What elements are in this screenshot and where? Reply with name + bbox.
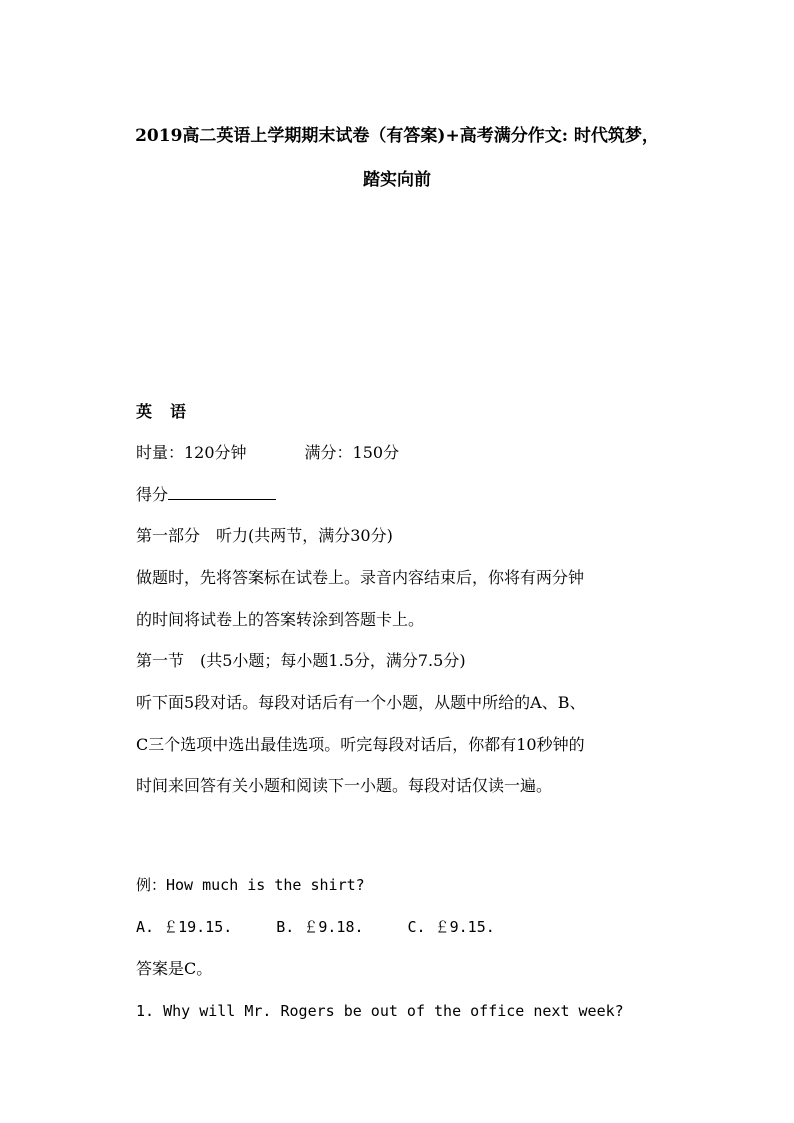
time-limit: 时量：120分钟 [136, 443, 247, 462]
section1-instruction-3: 时间来回答有关小题和阅读下一小题。每段对话仅读一遍。 [136, 776, 553, 795]
section1-instruction-1: 听下面5段对话。每段对话后有一个小题，从题中所给的A、B、 [136, 693, 586, 712]
example-option-a: A. ￡19.15. [136, 918, 233, 936]
example-answer: 答案是C。 [136, 959, 213, 978]
example-question: 例：How much is the shirt? [136, 876, 365, 894]
part1-instruction-2: 的时间将试卷上的答案转涂到答题卡上。 [136, 610, 425, 629]
score-blank [168, 485, 276, 500]
part1-instruction-1: 做题时，先将答案标在试卷上。录音内容结束后，你将有两分钟 [136, 568, 585, 587]
subject-heading: 英 语 [136, 402, 188, 421]
question-1: 1. Why will Mr. Rogers be out of the office next week? [136, 1002, 624, 1020]
example-option-b: B. ￡9.18. [276, 918, 364, 936]
part1-heading: 第一部分 听力(共两节，满分30分) [136, 526, 393, 545]
section1-heading: 第一节 (共5小题；每小题1.5分，满分7.5分) [136, 651, 466, 670]
exam-info-line [136, 442, 399, 464]
document-title-line-1: 2019高二英语上学期期末试卷（有答案)+高考满分作文: 时代筑梦， [135, 126, 659, 146]
score-line [136, 484, 276, 506]
example-option-c: C. ￡9.15. [407, 918, 495, 936]
score-label: 得分 [136, 485, 169, 504]
example-options [136, 916, 495, 938]
section1-instruction-2: C三个选项中选出最佳选项。听完每段对话后，你都有10秒钟的 [136, 735, 585, 754]
full-score: 满分：150分 [304, 443, 400, 462]
document-title-line-2: 踏实向前 [363, 170, 431, 190]
